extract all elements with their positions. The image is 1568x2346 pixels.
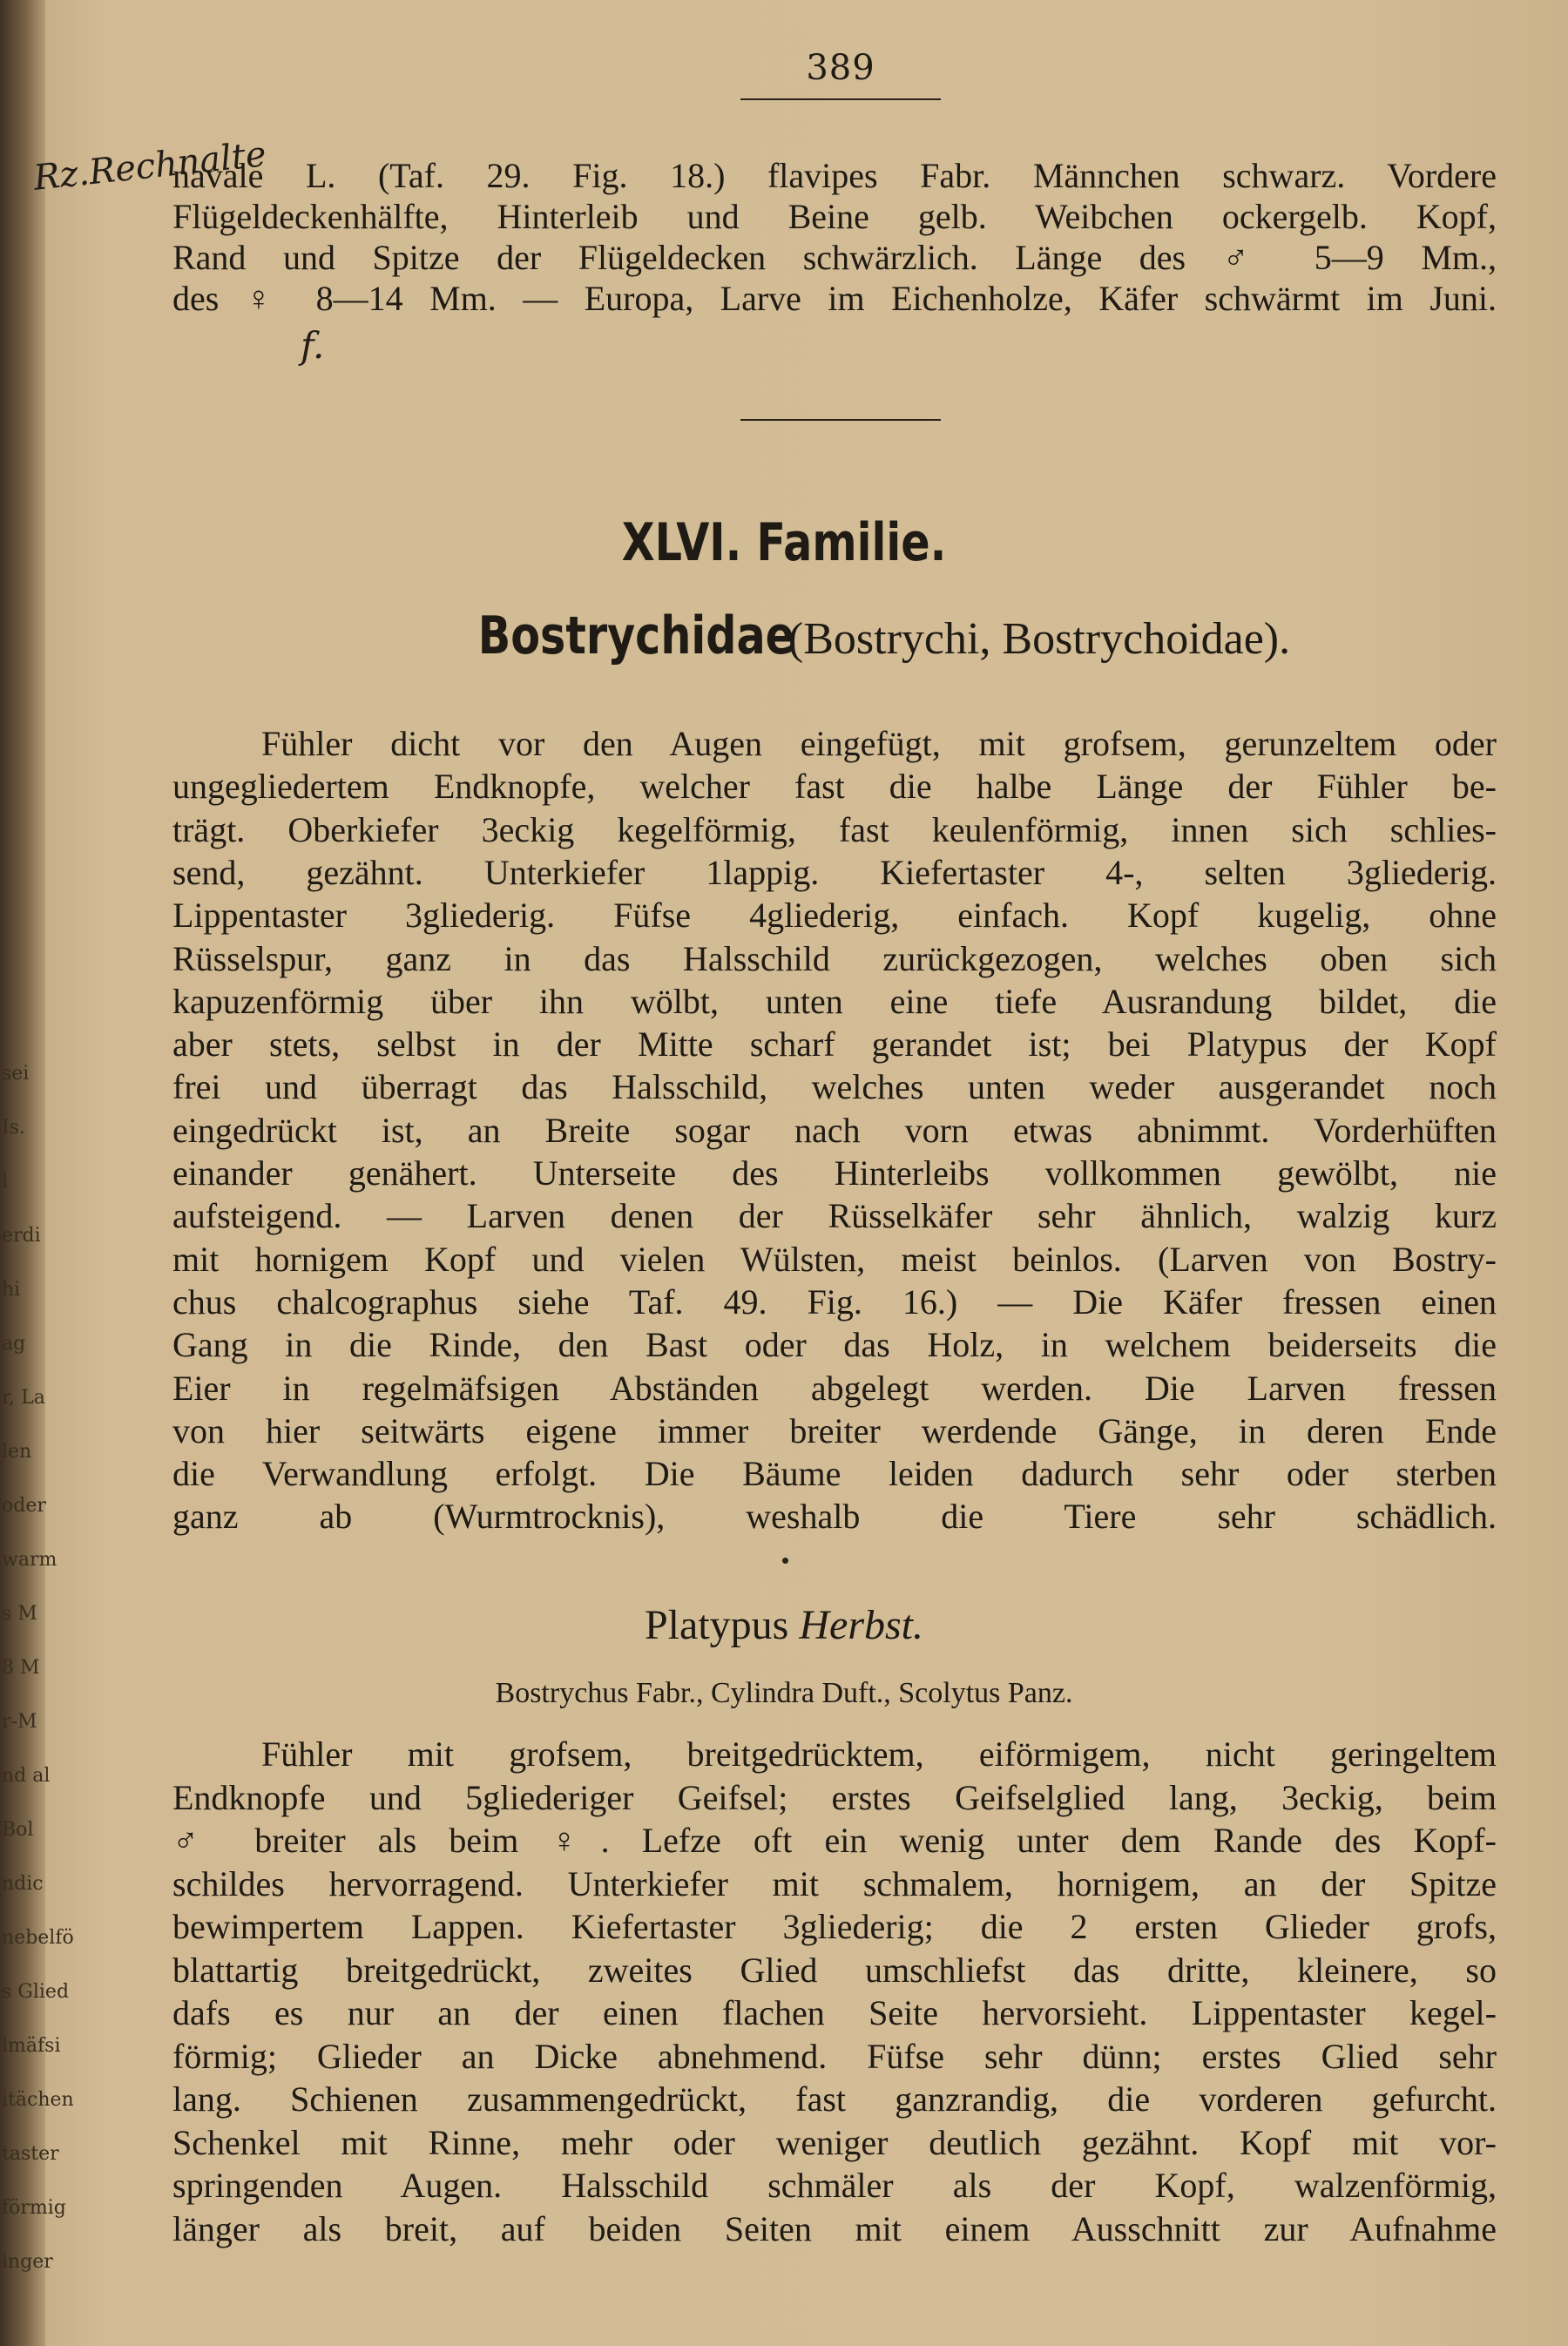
gutter-fragment: hi xyxy=(2,1279,21,1301)
family-text-line: Lippentaster 3gliederig. Füfse 4gliederig, einfach. Kopf kugelig, ohne xyxy=(172,896,1497,936)
gutter-fragment: förmig xyxy=(2,2197,66,2219)
gutter-fragment: warm xyxy=(2,1549,57,1571)
family-text-line: die Verwandlung erfolgt. Die Bäume leiden dadurch sehr oder sterben xyxy=(172,1454,1497,1494)
family-text-line: mit hornigem Kopf und vielen Wülsten, meist beinlos. (Larven von Bostry- xyxy=(172,1239,1497,1279)
family-text-line: Gang in die Rinde, den Bast oder das Holz, in welchem beiderseits die xyxy=(172,1325,1497,1365)
intro-line: navale L. (Taf. 29. Fig. 18.) flavipes Fabr. Männchen schwarz. Vordere xyxy=(172,156,1497,195)
gutter-fragment: Is. xyxy=(2,1117,25,1139)
family-text-line: Fühler dicht vor den Augen eingefügt, mit grofsem, gerunzeltem oder xyxy=(261,724,1497,763)
family-text-line: chus chalcographus siehe Taf. 49. Fig. 16.) — Die Käfer fressen einen xyxy=(172,1281,1497,1322)
family-heading: XLVI. Familie. xyxy=(621,512,947,573)
family-text-line: von hier seitwärts eigene immer breiter werdende Gänge, in deren Ende xyxy=(172,1410,1497,1450)
gutter-fragment: s Glied xyxy=(2,1981,70,2003)
gutter-fragment: l xyxy=(2,1171,9,1193)
genus-text-line: schildes hervorragend. Unterkiefer mit schmalem, hornigem, an der Spitze xyxy=(172,1863,1497,1903)
family-text-line: ungegliedertem Endknopfe, welcher fast die halbe Länge der Fühler be- xyxy=(172,767,1497,807)
intro-line: des ♀ 8—14 Mm. — Europa, Larve im Eichenholze, Käfer schwärmt im Juni. xyxy=(172,279,1497,318)
gutter-fragment: nd al xyxy=(2,1765,51,1787)
genus-text-line: ♂ breiter als beim ♀. Lefze oft ein wenig unter dem Rande des Kopf- xyxy=(172,1821,1497,1860)
genus-text-line: länger als breit, auf beiden Seiten mit einem Ausschnitt zur Aufnahme xyxy=(172,2208,1497,2248)
genus-name: Platypus xyxy=(644,1602,789,1648)
family-text-line: aufsteigend. — Larven denen der Rüsselkäfer sehr ähnlich, walzig kurz xyxy=(172,1196,1497,1236)
family-text-line: Eier in regelmäfsigen Abständen abgelegt werden. Die Larven fressen xyxy=(172,1368,1497,1408)
gutter-fragment: ndic xyxy=(2,1873,44,1895)
family-text-line: send, gezähnt. Unterkiefer 1lappig. Kiefertaster 4-, selten 3gliederig. xyxy=(172,852,1497,892)
gutter-fragment: nebelfö xyxy=(2,1927,74,1949)
genus-text-line: Endknopfe und 5gliederiger Geifsel; erstes Geifselglied lang, 3eckig, beim xyxy=(172,1777,1497,1817)
header-rule xyxy=(740,98,941,100)
intro-line: Rand und Spitze der Flügeldecken schwärzlich. Länge des ♂ 5—9 Mm., xyxy=(172,238,1497,277)
family-text-line: Rüsselspur, ganz in das Halsschild zurückgezogen, welches oben sich xyxy=(172,938,1497,978)
gutter-fragment: oder xyxy=(2,1495,46,1517)
gutter-fragment: r, La xyxy=(2,1387,45,1409)
gutter-fragment: s M xyxy=(2,1603,37,1625)
gutter-fragment: Bol xyxy=(2,1819,34,1841)
section-rule xyxy=(740,419,941,421)
genus-text-line: lang. Schienen zusammengedrückt, fast ganzrandig, die vorderen gefurcht. xyxy=(172,2079,1497,2119)
genus-text-line: bewimpertem Lappen. Kiefertaster 3gliederig; die 2 ersten Glieder grofs, xyxy=(172,1907,1497,1946)
family-text-line: frei und überragt das Halsschild, welches unten weder ausgerandet noch xyxy=(172,1067,1497,1107)
family-text-line: eingedrückt ist, an Breite sogar nach vorn etwas abnimmt. Vorderhüften xyxy=(172,1110,1497,1150)
gutter-fragment: erdi xyxy=(2,1225,41,1247)
gutter-fragment: inger xyxy=(2,2251,53,2273)
handwritten-annotation: Rz.Rechnalte xyxy=(31,134,268,199)
gutter-fragment: r-M xyxy=(2,1711,37,1733)
genus-text-line: förmig; Glieder an Dicke abnehmend. Füfse sehr dünn; erstes Glied sehr xyxy=(172,2036,1497,2076)
subfamily-synonyms: (Bostrychi, Bostrychoidae). xyxy=(787,614,1291,664)
gutter-fragment: ag xyxy=(2,1333,26,1355)
family-text-line: aber stets, selbst in der Mitte scharf gerandet ist; bei Platypus der Kopf xyxy=(172,1024,1497,1065)
genus-text-line: Schenkel mit Rinne, mehr oder weniger deutlich gezähnt. Kopf mit vor- xyxy=(172,2122,1497,2162)
gutter-fragment: 8 M xyxy=(2,1657,40,1679)
genus-text-line: blattartig breitgedrückt, zweites Glied umschliefst das dritte, kleinere, so xyxy=(172,1950,1497,1990)
subfamily-heading xyxy=(348,605,1350,666)
page-number: 389 xyxy=(806,48,875,88)
gutter-fragment: itächen xyxy=(2,2089,74,2111)
gutter-fragment: taster xyxy=(2,2143,59,2165)
print-dot xyxy=(782,1558,788,1564)
family-text-line: trägt. Oberkiefer 3eckig kegelförmig, fast keulenförmig, innen sich schlies- xyxy=(172,809,1497,849)
family-text-line: ganz ab (Wurmtrocknis), weshalb die Tiere sehr schädlich. xyxy=(172,1497,1497,1537)
genus-synonyms: Bostrychus Fabr., Cylindra Duft., Scolytus Panz. xyxy=(495,1677,1073,1709)
genus-heading xyxy=(0,1601,1568,1649)
gutter-fragment: sei xyxy=(2,1063,30,1085)
subfamily-name: Bostrychidae xyxy=(477,605,794,666)
genus-text-line: Fühler mit grofsem, breitgedrücktem, eiförmigem, nicht geringeltem xyxy=(261,1734,1497,1774)
family-text-line: kapuzenförmig über ihn wölbt, unten eine tiefe Ausrandung bildet, die xyxy=(172,981,1497,1021)
handwritten-mark: f. xyxy=(301,324,325,367)
family-text-line: einander genähert. Unterseite des Hinterleibs vollkommen gewölbt, nie xyxy=(172,1153,1497,1193)
intro-line: Flügeldeckenhälfte, Hinterleib und Beine gelb. Weibchen ockergelb. Kopf, xyxy=(172,197,1497,236)
gutter-fragment: lmäfsi xyxy=(2,2035,61,2057)
genus-author: Herbst. xyxy=(799,1602,924,1648)
genus-text-line: dafs es nur an der einen flachen Seite hervorsieht. Lippentaster kegel- xyxy=(172,1993,1497,2032)
gutter-fragment: len xyxy=(2,1441,32,1463)
genus-text-line: springenden Augen. Halsschild schmäler als der Kopf, walzenförmig, xyxy=(172,2166,1497,2205)
